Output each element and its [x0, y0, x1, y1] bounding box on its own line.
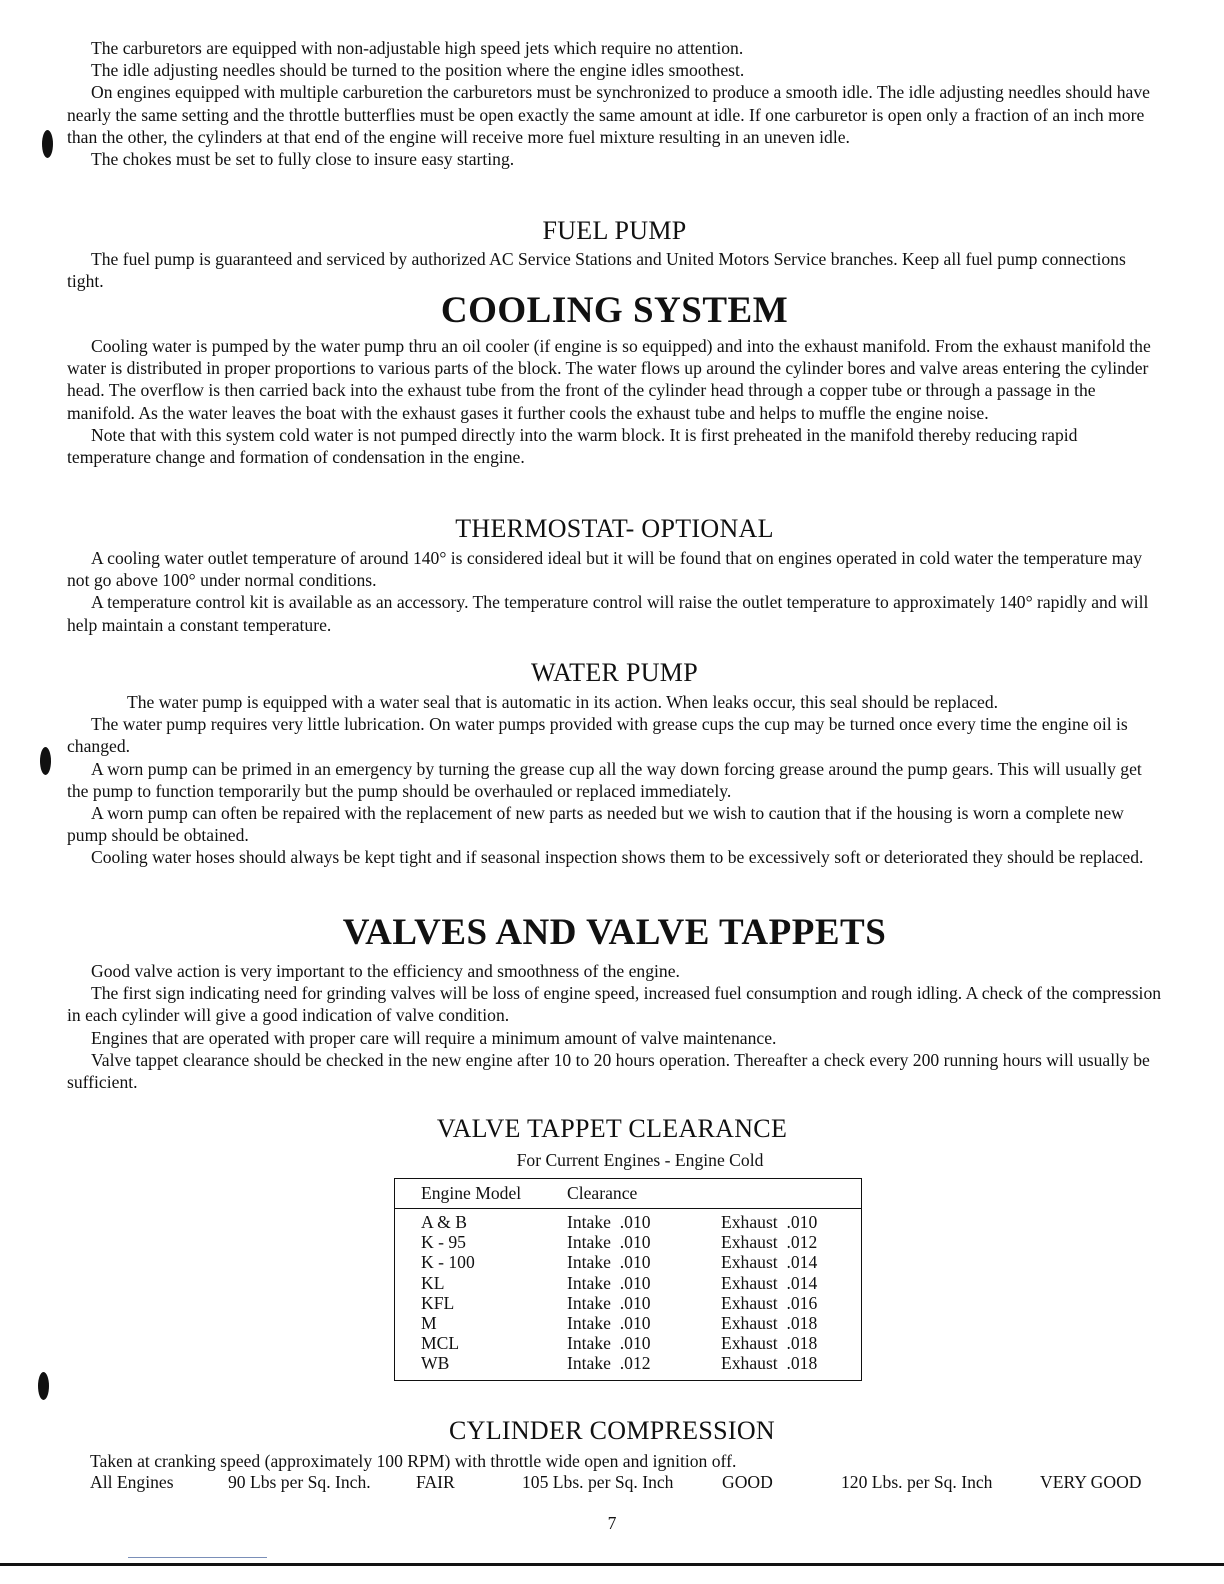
- section-heading: WATER PUMP: [531, 658, 698, 687]
- table-row: [395, 1353, 861, 1373]
- table-row: [395, 1293, 861, 1313]
- exhaust-clearance: Exhaust .010: [721, 1212, 818, 1232]
- engine-model: K - 100: [421, 1252, 475, 1273]
- paragraph: The carburetors are equipped with non-adjustable high speed jets which require no attention.: [91, 38, 744, 58]
- clearance-table: [394, 1178, 862, 1381]
- section-heading: THERMOSTAT- OPTIONAL: [455, 514, 774, 543]
- exhaust-clearance: Exhaust .018: [721, 1353, 818, 1374]
- engine-model: WB: [421, 1353, 450, 1374]
- compression-values-row: [90, 1472, 1170, 1496]
- engine-model: KL: [421, 1272, 445, 1293]
- exhaust-clearance: Exhaust .012: [721, 1232, 818, 1253]
- water-pump-section: [67, 658, 1162, 869]
- table-row: [395, 1232, 861, 1252]
- engine-model: A & B: [421, 1212, 467, 1232]
- compression-fair-value: 90 Lbs per Sq. Inch.: [228, 1472, 371, 1492]
- intake-clearance: Intake .010: [567, 1212, 651, 1232]
- thermostat-section: [67, 514, 1162, 636]
- clearance-table-subtitle: For Current Engines - Engine Cold: [516, 1150, 764, 1170]
- page-number: 7: [607, 1513, 617, 1533]
- engine-model: KFL: [421, 1292, 455, 1313]
- paragraph: The first sign indicating need for grinding valves will be loss of engine speed, increased fuel consumption and rough idling. A check of the compression in each cylinder will give a good indication of valve condition.: [67, 983, 1162, 1026]
- paragraph: A temperature control kit is available as an accessory. The temperature control will raise the outlet temperature to approximately 140° rapidly and will help maintain a constant temperature.: [67, 592, 1149, 635]
- compression-good-value: 105 Lbs. per Sq. Inch: [522, 1472, 674, 1492]
- intake-clearance: Intake .010: [567, 1333, 651, 1354]
- compression-good-label: GOOD: [722, 1472, 773, 1492]
- paragraph: The water pump requires very little lubrication. On water pumps provided with grease cups the cup may be turned once every time the engine oil is changed.: [67, 714, 1128, 757]
- paragraph: The idle adjusting needles should be turned to the position where the engine idles smoothest.: [91, 60, 745, 81]
- compression-heading: CYLINDER COMPRESSION: [449, 1416, 775, 1445]
- engine-model: MCL: [421, 1333, 460, 1354]
- table-row: [395, 1212, 861, 1232]
- paragraph: The water pump is equipped with a water seal that is automatic in its action. When leaks occur, this seal should be replaced.: [127, 692, 999, 712]
- punch-hole-bottom: [38, 1372, 49, 1400]
- compression-very-good-value: 120 Lbs. per Sq. Inch: [841, 1472, 993, 1492]
- exhaust-clearance: Exhaust .014: [721, 1252, 818, 1273]
- compression-very-good-label: VERY GOOD: [1040, 1472, 1142, 1492]
- paragraph: Note that with this system cold water is not pumped directly into the warm block. It is first preheated in the manifold thereby reducing rapid temperature change and formation of condensation in the engine.: [67, 424, 1078, 468]
- fuel-pump-section: [67, 216, 1162, 292]
- table-header: [395, 1179, 861, 1209]
- intake-clearance: Intake .010: [567, 1232, 651, 1253]
- exhaust-clearance: Exhaust .014: [721, 1272, 818, 1293]
- section-heading: FUEL PUMP: [542, 216, 687, 245]
- valves-section: [67, 912, 1162, 1093]
- paragraph: The fuel pump is guaranteed and serviced by authorized AC Service Stations and United Motors Service branches. Keep all fuel pump connections tight.: [67, 249, 1126, 292]
- paragraph: A worn pump can be primed in an emergency by turning the grease cup all the way down forcing grease around the pump gears. This will usually get the pump to function temporarily but the pump should be overhauled or replaced immediately.: [67, 758, 1142, 801]
- exhaust-clearance: Exhaust .018: [721, 1313, 818, 1333]
- paragraph: A cooling water outlet temperature of around 140° is considered ideal but it will be found that on engines operated in cold water the temperature may not go above 100° under normal conditions.: [67, 548, 1143, 591]
- intake-clearance: Intake .010: [567, 1292, 651, 1313]
- section-heading: VALVES AND VALVE TAPPETS: [342, 912, 887, 953]
- column-header-clearance: Clearance: [567, 1183, 638, 1203]
- exhaust-clearance: Exhaust .016: [721, 1292, 818, 1313]
- bottom-rule: [0, 1563, 1224, 1566]
- intake-clearance: Intake .010: [567, 1252, 651, 1273]
- engine-model: M: [421, 1313, 437, 1333]
- exhaust-clearance: Exhaust .018: [721, 1333, 818, 1354]
- compression-intro: Taken at cranking speed (approximately 100 RPM) with throttle wide open and ignition off.: [90, 1451, 737, 1471]
- carburetor-section: [67, 37, 1162, 170]
- section-heading: COOLING SYSTEM: [440, 290, 789, 331]
- paragraph: Engines that are operated with proper care will require a minimum amount of valve maintenance.: [91, 1027, 777, 1048]
- engine-model: K - 95: [421, 1232, 466, 1253]
- intake-clearance: Intake .012: [567, 1353, 651, 1374]
- paragraph: A worn pump can often be repaired with the replacement of new parts as needed but we wish to caution that if the housing is worn a complete new pump should be obtained.: [67, 803, 1124, 846]
- intake-clearance: Intake .010: [567, 1313, 651, 1333]
- paragraph: Cooling water is pumped by the water pump thru an oil cooler (if engine is so equipped) and into the exhaust manifold. From the exhaust manifold the water is distributed in proper proportions to various parts of the block. The water flows up around the cylinder bores and valve areas entering the cylinder head. The overflow is then carried back into the exhaust tube from the front of the cylinder head through a copper tube or through a passage in the manifold. As the water leaves the boat with the exhaust gases it further cools the exhaust tube and helps to muffle the engine noise.: [67, 336, 1151, 423]
- paragraph: The chokes must be set to fully close to insure easy starting.: [91, 149, 515, 170]
- table-row: [395, 1313, 861, 1333]
- paragraph: Cooling water hoses should always be kept tight and if seasonal inspection shows them to be excessively soft or deteriorated they should be replaced.: [91, 847, 1144, 868]
- paragraph: Good valve action is very important to the efficiency and smoothness of the engine.: [91, 961, 680, 981]
- clearance-table-heading: VALVE TAPPET CLEARANCE: [436, 1114, 788, 1143]
- table-row: [395, 1252, 861, 1272]
- punch-hole-middle: [40, 747, 51, 775]
- paragraph: Valve tappet clearance should be checked in the new engine after 10 to 20 hours operation. Thereafter a check every 200 running hours will usually be sufficient.: [67, 1049, 1150, 1093]
- paragraph: On engines equipped with multiple carburetion the carburetors must be synchronized to produce a smooth idle. The idle adjusting needles should have nearly the same setting and the throttle butterflies must be open exactly the same amount at idle. If one carburetor is open only a fraction of an inch more than the other, the cylinders at that end of the engine will receive more fuel mixture resulting in an uneven idle.: [67, 82, 1150, 147]
- column-header-engine-model: Engine Model: [421, 1183, 522, 1203]
- intake-clearance: Intake .010: [567, 1272, 651, 1293]
- punch-hole-top: [42, 130, 53, 158]
- scan-artifact-line: [128, 1557, 267, 1558]
- table-row: [395, 1333, 861, 1353]
- compression-fair-label: FAIR: [416, 1472, 455, 1492]
- cooling-system-section: [67, 290, 1162, 468]
- table-row: [395, 1273, 861, 1293]
- compression-label: All Engines: [90, 1472, 174, 1492]
